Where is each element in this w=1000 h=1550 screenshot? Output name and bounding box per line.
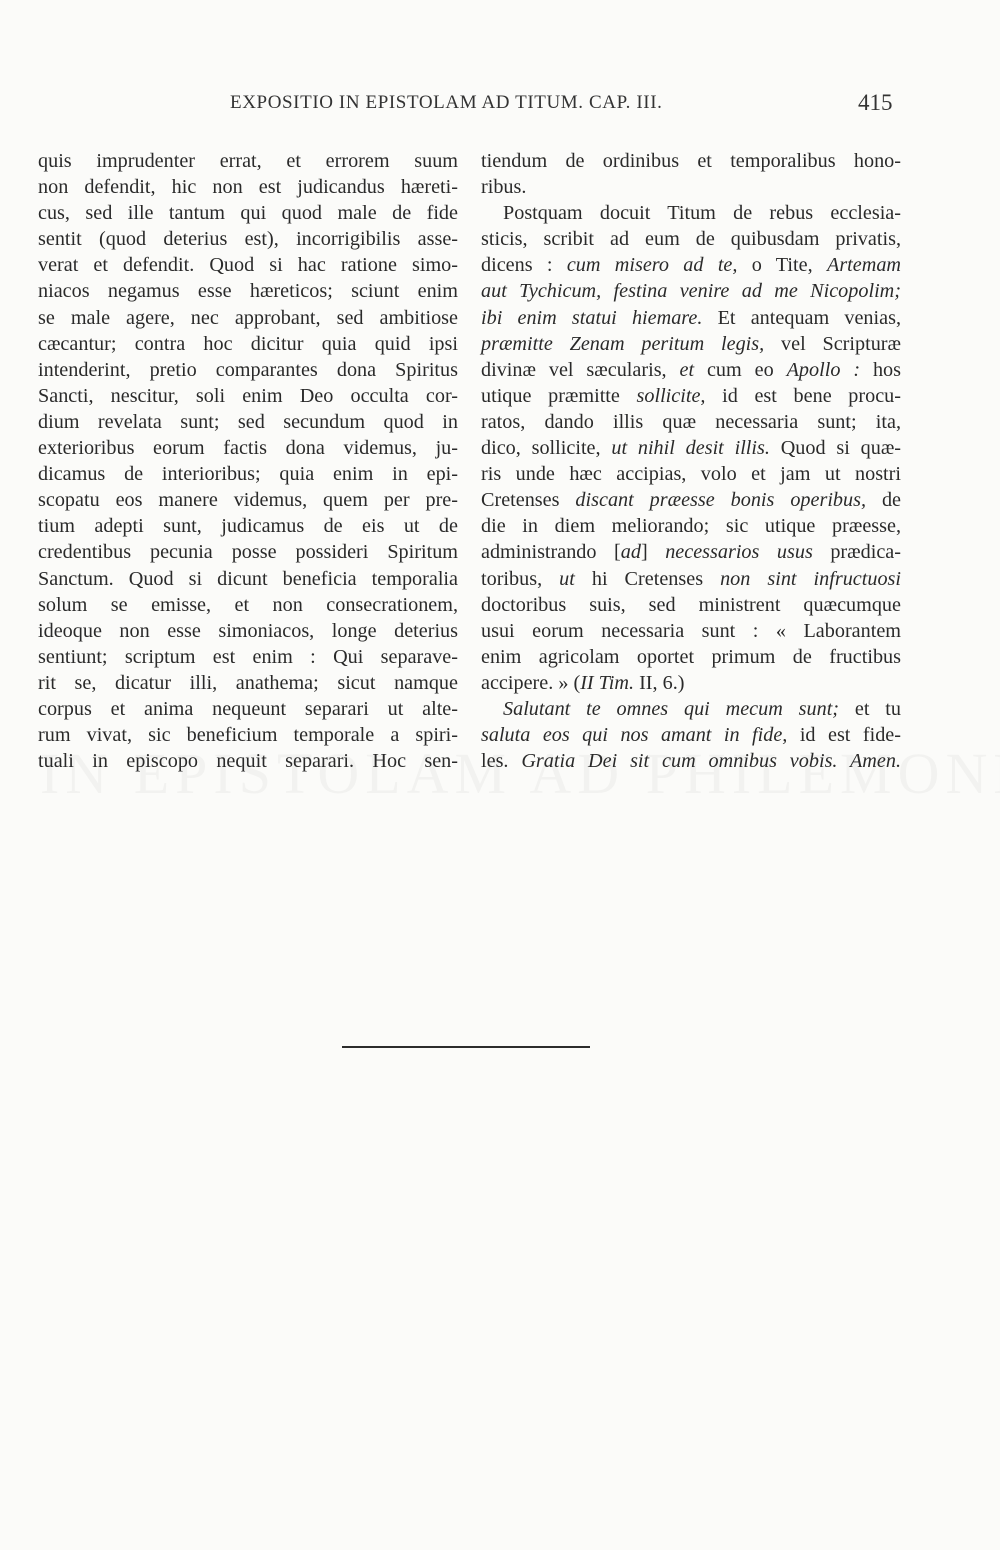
text-line: niacos negamus esse hæreticos; sciunt enim [38, 280, 458, 303]
text-line: ratos, dando illis quæ necessaria sunt; ita, [481, 410, 901, 433]
text-line: les. Gratia Dei sit cum omnibus vobis. Amen. [481, 750, 901, 773]
text-line: dium revelata sunt; sed secundum quod in [38, 410, 458, 433]
text-line: verat et defendit. Quod si hac ratione simo- [38, 254, 458, 277]
text-line: solum se emisse, et non consecrationem, [38, 593, 458, 616]
text-line: ribus. [481, 176, 527, 199]
text-line: credentibus pecunia posse possideri Spiritum [38, 541, 458, 564]
running-header [0, 92, 1000, 122]
right-column [481, 148, 901, 774]
text-line: non defendit, hic non est judicandus hæreti- [38, 176, 458, 199]
text-line: Postquam docuit Titum de rebus ecclesia- [503, 202, 901, 225]
text-line: quis imprudenter errat, et errorem suum [38, 150, 458, 172]
text-line: corpus et anima nequeunt separari ut alte- [38, 697, 458, 720]
text-line: ideoque non esse simoniacos, longe deterius [38, 619, 458, 642]
text-line: enim agricolam oportet primum de fructibus [481, 645, 901, 668]
text-line: usui eorum necessaria sunt : « Laborantem [481, 619, 901, 642]
running-title: EXPOSITIO IN EPISTOLAM AD TITUM. CAP. III. [230, 92, 663, 113]
text-line: sentiunt; scriptum est enim : Qui separave- [38, 645, 458, 668]
text-line: cus, sed ille tantum qui quod male de fide [38, 202, 458, 225]
text-line: rum vivat, sic beneficium temporale a spiri- [38, 724, 458, 747]
text-line: aut Tychicum, festina venire ad me Nicopolim; [481, 280, 901, 303]
text-line: Cretenses discant præesse bonis operibus, de [481, 489, 902, 512]
text-line: dico, sollicite, ut nihil desit illis. Quod si quæ- [481, 437, 902, 460]
text-line: Sanctum. Quod si dicunt beneficia temporalia [38, 567, 458, 590]
end-rule [342, 1046, 590, 1048]
text-line: divinæ vel sæcularis, et cum eo Apollo : hos [481, 358, 901, 381]
text-line: dicens : cum misero ad te, o Tite, Artemam [481, 254, 901, 277]
text-line: administrando [ad] necessarios usus prædica- [481, 541, 901, 564]
text-line: die in diem meliorando; sic utique præesse, [481, 515, 901, 538]
text-line: exterioribus eorum factis dona videmus, ju- [38, 437, 458, 460]
text-line: accipere. » (II Tim. II, 6.) [481, 671, 685, 694]
text-line: se male agere, nec approbant, sed ambitiose [38, 306, 458, 329]
text-line: dicamus de interioribus; quia enim in epi- [38, 463, 458, 486]
text-line: Salutant te omnes qui mecum sunt; et tu [503, 697, 901, 720]
text-line: ibi enim statui hiemare. Et antequam venias, [481, 306, 901, 329]
text-line: sentit (quod deterius est), incorrigibilis asse- [38, 228, 458, 251]
text-line: toribus, ut hi Cretenses non sint infructuosi [481, 567, 902, 590]
left-column [38, 148, 458, 774]
text-line: tuali in episcopo nequit separari. Hoc sen- [38, 750, 458, 773]
text-line: intenderint, pretio comparantes dona Spiritus [38, 358, 458, 381]
text-line: tium adepti sunt, judicamus de eis ut de [38, 515, 458, 538]
text-line: tiendum de ordinibus et temporalibus hono- [481, 150, 901, 172]
text-line: præmitte Zenam peritum legis, vel Scripturæ [481, 332, 901, 355]
text-line: scopatu eos manere videmus, quem per pre- [38, 489, 458, 512]
text-line: ris unde hæc accipias, volo et jam ut nostri [481, 463, 901, 486]
text-line: cæcantur; contra hoc dicitur quia quid ipsi [38, 332, 458, 355]
text-line: sticis, scribit ad eum de quibusdam privatis, [481, 228, 901, 251]
page-number: 415 [858, 90, 893, 115]
text-line: saluta eos qui nos amant in fide, id est fide- [481, 724, 901, 747]
text-line: doctoribus suis, sed ministrent quæcumque [481, 593, 901, 616]
text-line: utique præmitte sollicite, id est bene procu- [481, 384, 901, 407]
text-line: rit se, dicatur illi, anathema; sicut namque [38, 671, 458, 694]
text-line: Sancti, nescitur, soli enim Deo occulta cor- [38, 384, 458, 407]
